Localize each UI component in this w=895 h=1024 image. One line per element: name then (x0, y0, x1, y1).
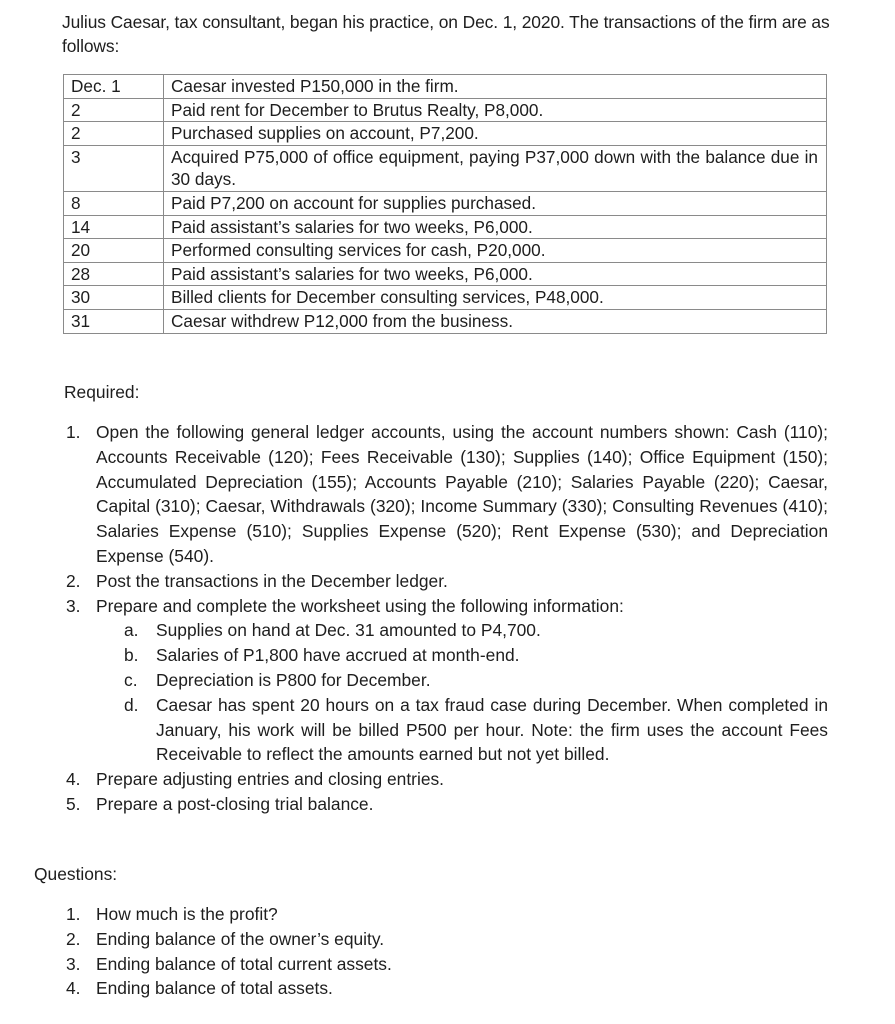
worksheet-info-item (124, 668, 828, 693)
item-text: Ending balance of total assets. (96, 978, 333, 999)
transaction-description: Paid P7,200 on account for supplies purchased. (164, 191, 827, 215)
transaction-description: Paid assistant’s salaries for two weeks, P6,000. (164, 262, 827, 286)
required-item (66, 767, 828, 792)
table-row (64, 122, 827, 146)
transaction-date: 2 (64, 122, 164, 146)
item-text: Caesar has spent 20 hours on a tax fraud case during December. When completed in January, his work will be billed P500 per hour. Note: the firm uses the account Fees Receivable to reflect the amounts earned but not yet billed. (156, 694, 828, 765)
transaction-date: 31 (64, 309, 164, 333)
table-row (64, 75, 827, 99)
questions-list (66, 902, 666, 1001)
transaction-description: Performed consulting services for cash, P20,000. (164, 239, 827, 263)
question-item (66, 976, 666, 1001)
item-letter: a. (124, 620, 139, 641)
required-heading: Required: (64, 382, 140, 402)
table-row (64, 98, 827, 122)
transaction-description: Caesar withdrew P12,000 from the business. (164, 309, 827, 333)
item-text: Prepare adjusting entries and closing entries. (96, 769, 445, 790)
item-number: 2. (66, 570, 81, 591)
table-row (64, 215, 827, 239)
item-text: Depreciation is P800 for December. (156, 669, 431, 690)
transaction-date: 28 (64, 262, 164, 286)
worksheet-info-item (124, 693, 828, 767)
item-text: Supplies on hand at Dec. 31 amounted to P4,700. (156, 620, 541, 641)
questions-heading: Questions: (34, 864, 118, 884)
transaction-description: Paid rent for December to Brutus Realty, P8,000. (164, 98, 827, 122)
worksheet-info-list (96, 618, 828, 767)
transaction-date: Dec. 1 (64, 75, 164, 99)
question-item (66, 902, 666, 927)
table-row (64, 191, 827, 215)
intro-paragraph: Julius Caesar, tax consultant, began his practice, on Dec. 1, 2020. The transactions of the firm are as follows: (62, 12, 830, 56)
required-item (66, 420, 828, 569)
required-item (66, 792, 828, 817)
table-row (64, 286, 827, 310)
transaction-date: 3 (64, 145, 164, 191)
item-number: 4. (66, 769, 81, 790)
worksheet-info-item (124, 618, 828, 643)
item-number: 5. (66, 793, 81, 814)
table-row (64, 309, 827, 333)
transaction-description: Caesar invested P150,000 in the firm. (164, 75, 827, 99)
transaction-date: 20 (64, 239, 164, 263)
item-text: Salaries of P1,800 have accrued at month-end. (156, 645, 520, 666)
item-number: 3. (66, 595, 81, 616)
transactions-table (63, 74, 827, 334)
transaction-description: Purchased supplies on account, P7,200. (164, 122, 827, 146)
transaction-description: Acquired P75,000 of office equipment, paying P37,000 down with the balance due in 30 days. (164, 145, 827, 191)
item-number: 4. (66, 978, 81, 999)
table-row (64, 145, 827, 191)
transaction-date: 2 (64, 98, 164, 122)
item-text: Ending balance of total current assets. (96, 953, 392, 974)
question-item (66, 927, 666, 952)
transaction-description: Paid assistant’s salaries for two weeks, P6,000. (164, 215, 827, 239)
item-letter: d. (124, 694, 139, 715)
item-number: 1. (66, 422, 81, 442)
table-row (64, 239, 827, 263)
required-list (66, 420, 828, 817)
table-row (64, 262, 827, 286)
item-text: Post the transactions in the December ledger. (96, 570, 448, 591)
transaction-date: 30 (64, 286, 164, 310)
required-item (66, 594, 828, 768)
item-text: How much is the profit? (96, 904, 278, 924)
item-letter: b. (124, 645, 139, 666)
item-number: 1. (66, 904, 81, 924)
worksheet-info-item (124, 643, 828, 668)
item-text: Prepare a post-closing trial balance. (96, 793, 374, 814)
question-item (66, 952, 666, 977)
transaction-description: Billed clients for December consulting services, P48,000. (164, 286, 827, 310)
item-text: Prepare and complete the worksheet using the following information: (96, 595, 624, 616)
item-letter: c. (124, 669, 138, 690)
required-item (66, 569, 828, 594)
item-text: Open the following general ledger accounts, using the account numbers shown: Cash (110); Accounts Receivable (120); Fees Receivable (130); Supplies (140); Office Equipment (150); Accumulated Depreciation (155); Accounts Payable (210); Salaries Payable (220); Caesar, Capital (310); Caesar, Withdrawals (320); Income Summary (330); Consulting Revenues (410); Salaries Expense (510); Supplies Expense (520); Rent Expense (530); and Depreciation Expense (540). (96, 422, 828, 566)
item-number: 3. (66, 953, 81, 974)
item-number: 2. (66, 928, 81, 949)
transaction-date: 8 (64, 191, 164, 215)
transaction-date: 14 (64, 215, 164, 239)
item-text: Ending balance of the owner’s equity. (96, 928, 385, 949)
